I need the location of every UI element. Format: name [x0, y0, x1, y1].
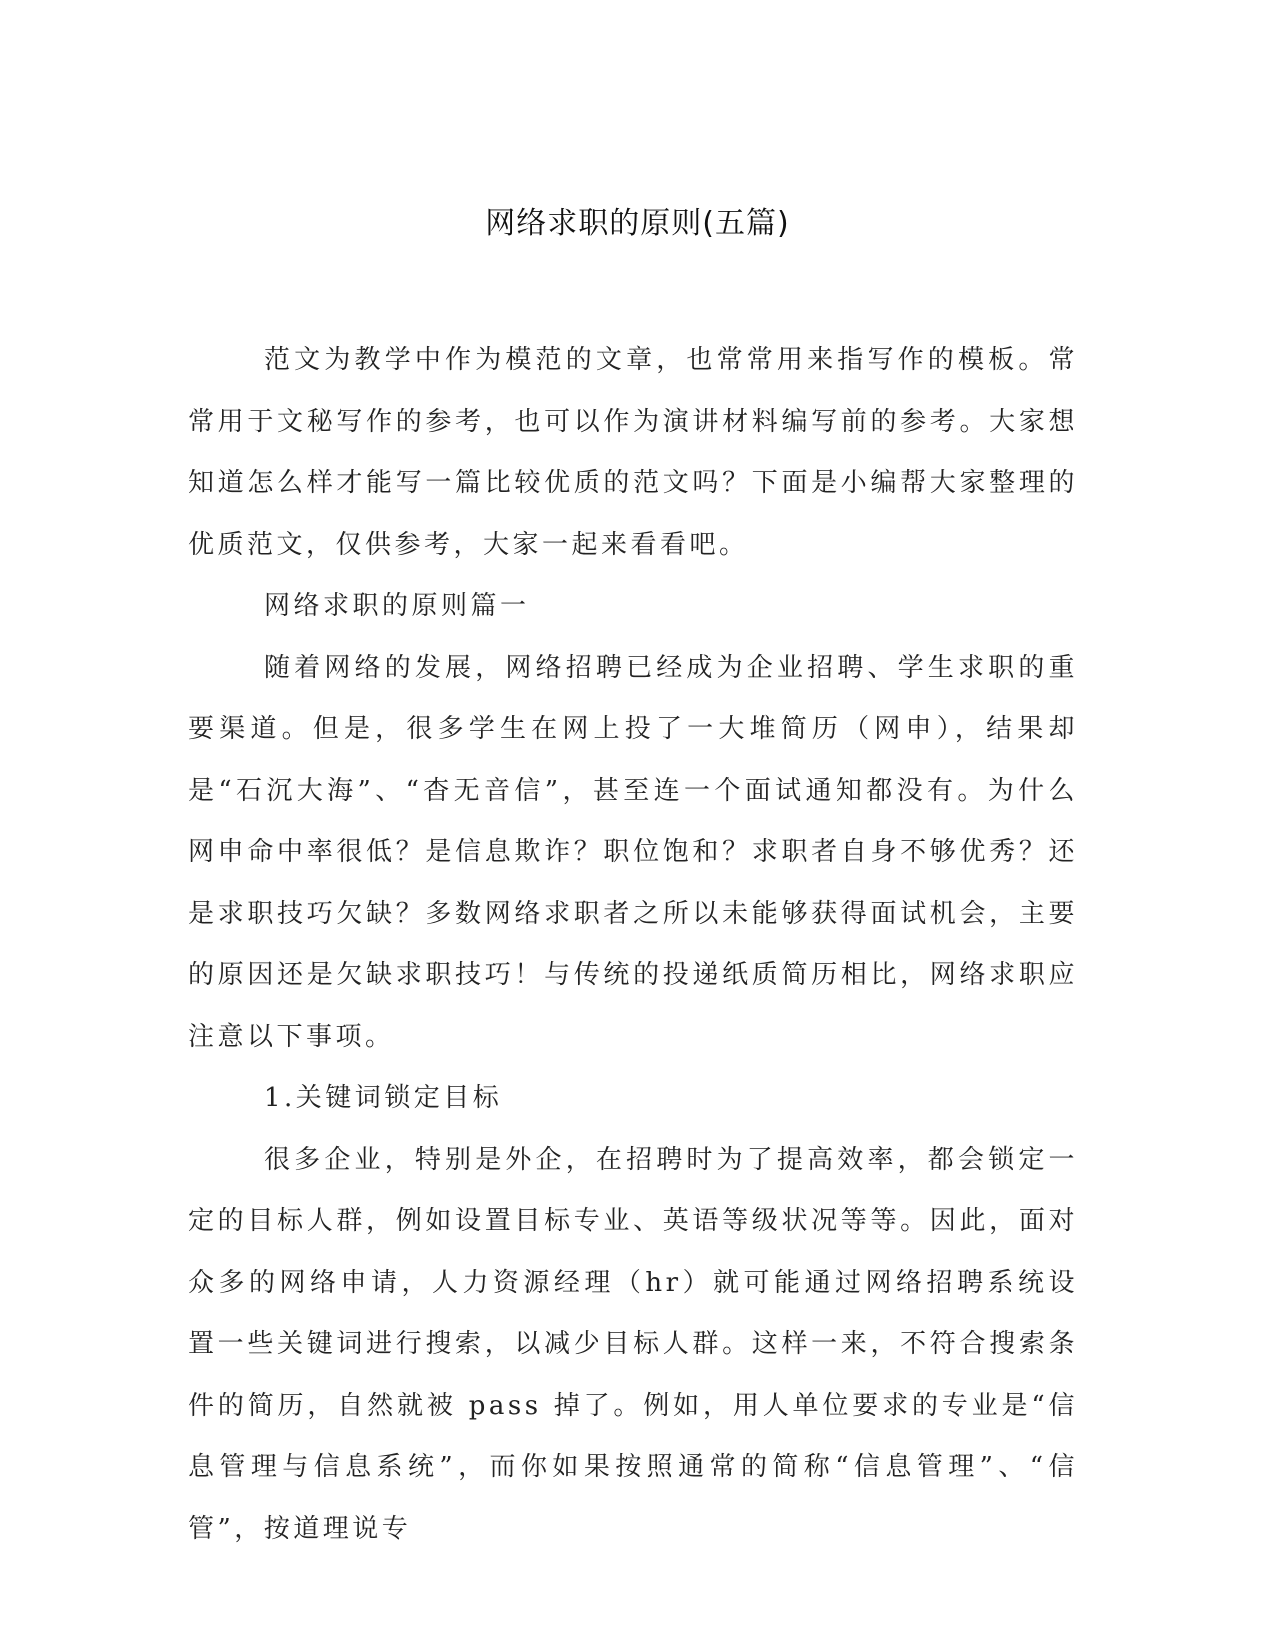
subheading-keywords: 1.关键词锁定目标: [264, 1083, 503, 1113]
section-heading-part-one: 网络求职的原则篇一: [264, 591, 530, 621]
body-paragraph: 很多企业，特别是外企，在招聘时为了提高效率，都会锁定一定的目标人群，例如设置目标专业、英语等级状况等等。因此，面对众多的网络申请，人力资源经理（hr）就可能通过网络招聘系统设置一些关键词进行搜索，以减少目标人群。这样一来，不符合搜索条件的简历，自然就被 pass 掉了。例如，用人单位要求的专业是“信息管理与信息系统”，而你如果按照通常的简称“信息管理”、“信管”，按道理说专: [188, 1144, 1078, 1544]
body-paragraph: 随着网络的发展，网络招聘已经成为企业招聘、学生求职的重要渠道。但是，很多学生在网上投了一大堆简历（网申），结果却是“石沉大海”、“杳无音信”，甚至连一个面试通知都没有。为什么网申命中率很低？是信息欺诈？职位饱和？求职者自身不够优秀？还是求职技巧欠缺？多数网络求职者之所以未能够获得面试机会，主要的原因还是欠缺求职技巧！与传统的投递纸质简历相比，网络求职应注意以下事项。: [188, 652, 1078, 1052]
intro-paragraph: 范文为教学中作为模范的文章，也常常用来指写作的模板。常常用于文秘写作的参考，也可以作为演讲材料编写前的参考。大家想知道怎么样才能写一篇比较优质的范文吗？下面是小编帮大家整理的优质范文，仅供参考，大家一起来看看吧。: [188, 345, 1078, 560]
document-title: 网络求职的原则(五篇): [485, 206, 790, 241]
document-body: [188, 330, 1078, 1560]
